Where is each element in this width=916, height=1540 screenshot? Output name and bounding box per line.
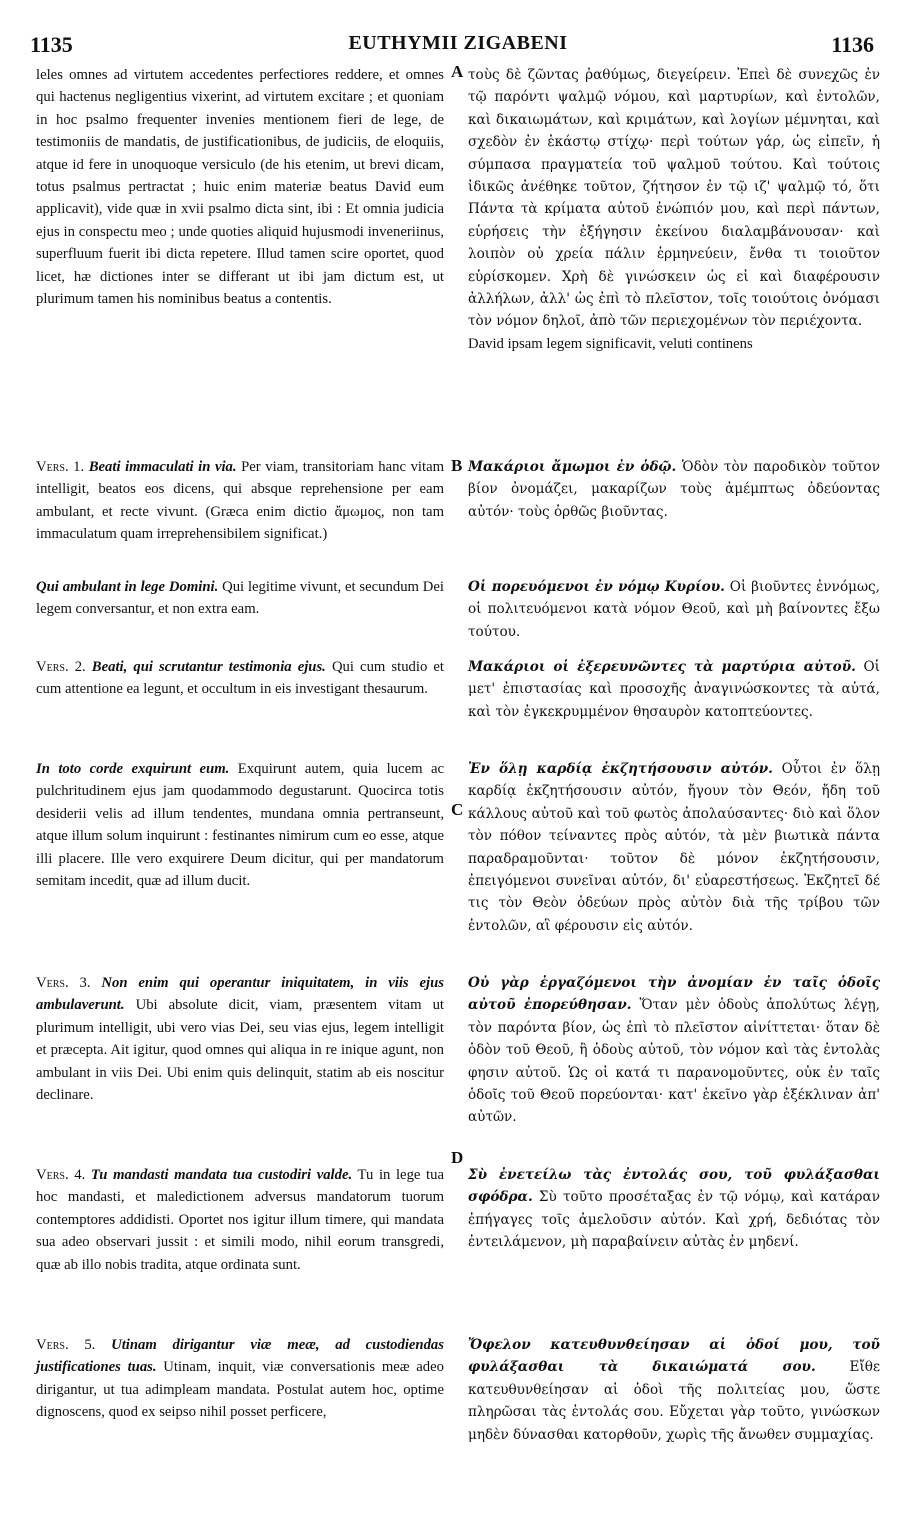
latin-intro: leles omnes ad virtutem accedentes perfectiores reddere, et omnes qui hactenus negligentius vixerint, ad virtutem excitare ; et quoniam in hoc psalmo frequenter invenies mentionem fieri de lege, de testimoniis de mandatis, de justificationibus, de judiciis, de eloquiis, atque id fere in unoquoque versiculo (de his etenim, ut brevi dicam, totus psalmus pertractat ; huic enim materiæ beatus David eum applicavit), vide quæ in xvii psalmo dicta sint, ibi : Et omnia judicia ejus in conspectu meo ; unde quoties aliquid hujusmodi inveneriinus, superfluum fuerit ibi dicta repetere. Illud tamen scire oportet, quod licet, hæ dictiones inter se differant ut ibi jam dictum est, ut plurimum tamen his nominibus beatus a contentis. (36, 67, 444, 308)
margin-marker-d: D (451, 1148, 464, 1167)
page-number-left: 1135 (30, 32, 73, 57)
latin-continuation: David ipsam legem significavit, veluti continens (468, 335, 753, 352)
page-header (0, 0, 916, 62)
greek-verse-1: Μακάριοι ἄμωμοι ἐν ὁδῷ. Ὁδὸν τὸν παροδικὸν τοῦτον βίον ὀνομάζει, μακαρίζων τοὺς ἀμέμπτως ὁδεύοντας αὐτόν· τοὺς ὀρθῶς βιοῦντας. (468, 459, 880, 520)
margin-marker-a: A (451, 62, 464, 81)
running-title: EUTHYMII ZIGABENI (348, 32, 568, 54)
greek-verse-3: Οὐ γὰρ ἐργαζόμενοι τὴν ἀνομίαν ἐν ταῖς ὁδοῖς αὐτοῦ ἐπορεύθησαν. Ὅταν μὲν ὁδοὺς ἀπολύτως λέγῃ, τὸν παρόντα βίον, ὡς ἐπὶ τὸ πλεῖστον αἰνίττεται· ὅταν δὲ ὁδὸν τοῦ Θεοῦ, ἢ ὁδοὺς αὐτοῦ, τὸν νόμον καὶ τὰς ἐντολὰς φησιν αὐτοῦ. Ὡς οἱ κατά τι παρανομοῦντες, οὐκ ἐν ταῖς ὁδοῖς τοῦ Θεοῦ πορεύονται· κατ' ἐκεῖνο γὰρ ἐξέκλιναν ἀπ' αὐτῶν. (468, 975, 880, 1126)
greek-intro: τοὺς δὲ ζῶντας ῥαθύμως, διεγείρειν. Ἐπεὶ δὲ συνεχῶς ἐν τῷ παρόντι ψαλμῷ νόμου, καὶ μαρτυρίων, καὶ ἐντολῶν, καὶ δικαιωμάτων, καὶ κριμάτων, καὶ λογίων μέμνηται, καὶ σχεδὸν ἐν ἑκάστῳ στίχῳ· περὶ τούτων γάρ, ὡς εἰπεῖν, ἡ σύμπασα πραγματεία τοῦ ψαλμοῦ τούτου. Καὶ τούτοις ἰδικῶς ἀνέθηκε τοῦτον, ζήτησον ἐν τῷ ιζ' ψαλμῷ τό, ὅτι Πάντα τὰ κρίματα αὐτοῦ ἐνώπιόν μου, καὶ περὶ πάντων, εὑρήσεις τὴν ἐξήγησιν ἐκείνου διαλαμβάνουσαν· καὶ λοιπὸν οὐ χρεία πάλιν ἑρμηνεύειν, ἔνθα τι τοιοῦτον εὑρίσκομεν. Χρὴ δὲ γινώσκειν ὡς εἰ καὶ διαφέρουσιν ἀλλήλων, ἀλλ' ὡς ἐπὶ τὸ πλεῖστον, τοῖς τοιούτοις ὀνόμασι τὸν νόμον δηλοῖ, ἀπὸ τῶν περιεχομένων τὸν περιέχοντα. David ipsam legem significavit, veluti continens (468, 64, 880, 355)
latin-verse-1b: Qui ambulant in lege Domini. Qui legitime vivunt, et secundum Dei legem conversantur, et non extra eam. (36, 579, 445, 618)
margin-marker-c: C (451, 800, 464, 819)
greek-verse-2: Μακάριοι οἱ ἐξερευνῶντες τὰ μαρτύρια αὐτοῦ. Οἱ μετ' ἐπιστασίας καὶ προσοχῆς ἀναγινώσκοντες τὰ αὐτά, καὶ τὸν ἐγκεκρυμμένον θησαυρὸν κατοπτεύοντες. (468, 659, 880, 720)
latin-verse-5: Vers. 5. Utinam dirigantur viæ meæ, ad custodiendas justificationes tuas. Utinam, inquit, viæ conversationis meæ adeo dirigantur, ut tua adimpleam mandata. Postulat autem hoc, optime dignoscens, quod ex seipso nihil posset perficere, (36, 1337, 445, 1421)
page-number-right: 1136 (831, 32, 874, 57)
latin-verse-2b: In toto corde exquirunt eum. Exquirunt autem, quia lucem ac pulchritudinem ejus jam quodammodo degustarunt. Quocirca totis desiderii velis ad illum tendentes, mundana omnia pertranseunt, atque illum solum inquirunt : festinantes nimirum cum eo esse, atque illi placere. Ille vero exquirere Deum dicitur, qui per mandatorum semitam incedit, quæ ad illum ducit. (36, 761, 444, 890)
margin-marker-b: B (451, 456, 463, 475)
latin-verse-2: Vers. 2. Beati, qui scrutantur testimonia ejus. Qui cum studio et cum attentione ea legunt, et occultum in eis investigant thesaurum. (36, 659, 444, 698)
latin-verse-4: Vers. 4. Tu mandasti mandata tua custodiri valde. Tu in lege tua hoc mandasti, et maledictionem adversus mandatorum tuorum contemptores addidisti. Oportet nos igitur illum timere, qui mandata sua adeo observari jussit : et simili modo, nihil eorum transgredi, quæ ab illo nobis tradita, atque ordinata sunt. (36, 1167, 444, 1273)
latin-verse-1: Vers. 1. Beati immaculati in via. Per viam, transitoriam hanc vitam intelligit, beatos eos dicens, qui absque reprehensione per eam ambulant, et recte vivunt. (Græca enim dictio ἄμωμος, non tam immaculatum quam irreprehensibilem significat.) (36, 459, 445, 543)
greek-verse-2b: Ἐν ὅλῃ καρδίᾳ ἐκζητήσουσιν αὐτόν. Οὗτοι ἐν ὅλῃ καρδίᾳ ἐκζητήσουσιν αὐτόν, ἤγουν τὸν Θεόν, ἤδη τοῦ κάλλους αὐτοῦ καὶ τοῦ φωτὸς ἀπολαύσαντες· διὸ καὶ ὅλον τὸν πόθον τείναντες πρὸς αὐτόν, τὰ μὲν βιωτικὰ πάντα παραδραμοῦνται· τοῦτον δὲ μόνον ἐκζητήσουσιν, ἐπειγόμενοι συνεῖναι αὐτόν, δι' εὐαρεστήσεως. Ἐκζητεῖ δέ τις τὸν Θεὸν ὁδεύων πρὸς αὐτὸν διὰ τῆς τρίβου τῶν ἐντολῶν, αἳ φέρουσιν εἰς αὐτόν. (468, 761, 881, 934)
greek-verse-5: Ὄφελον κατευθυνθείησαν αἱ ὁδοί μου, τοῦ φυλάξασθαι τὰ δικαιώματά σου. Εἴθε κατευθυνθείησαν αἱ ὁδοὶ τῆς πολιτείας μου, ὥστε πληρῶσαι τὰς ἐντολάς σου. Εὔχεται γὰρ τοῦτο, γινώσκων μηδὲν δύνασθαι κατορθοῦν, χωρὶς τῆς ἄνωθεν συμμαχίας. (468, 1337, 880, 1443)
greek-verse-1b: Οἱ πορευόμενοι ἐν νόμῳ Κυρίου. Οἱ βιοῦντες ἐννόμως, οἱ πολιτευόμενοι κατὰ νόμον Θεοῦ, καὶ μὴ βαίνοντες ἔξω τούτου. (468, 579, 880, 640)
latin-verse-3: Vers. 3. Non enim qui operantur iniquitatem, in viis ejus ambulaverunt. Ubi absolute dicit, viam, præsentem vitam ut plurimum intelligit, ubi vero vias Dei, seu vias ejus, legem intelligit et præcepta. Ait igitur, quod omnes qui aliqua in re inique agunt, non ambulant in viis Dei. Ubi enim quis delinquit, statim ab eis noscitur declinare. (36, 975, 445, 1104)
greek-verse-4: Σὺ ἐνετείλω τὰς ἐντολάς σου, τοῦ φυλάξασθαι σφόδρα. Σὺ τοῦτο προσέταξας ἐν τῷ νόμῳ, καὶ κατάραν ἐπήγαγες τοῖς ἀμελοῦσιν αὐτόν. Καὶ χρή, δεδιότας τὸν ἐντειλάμενον, μὴ παραβαίνειν αὐτὰς ἐν μηδενί. (468, 1167, 880, 1251)
